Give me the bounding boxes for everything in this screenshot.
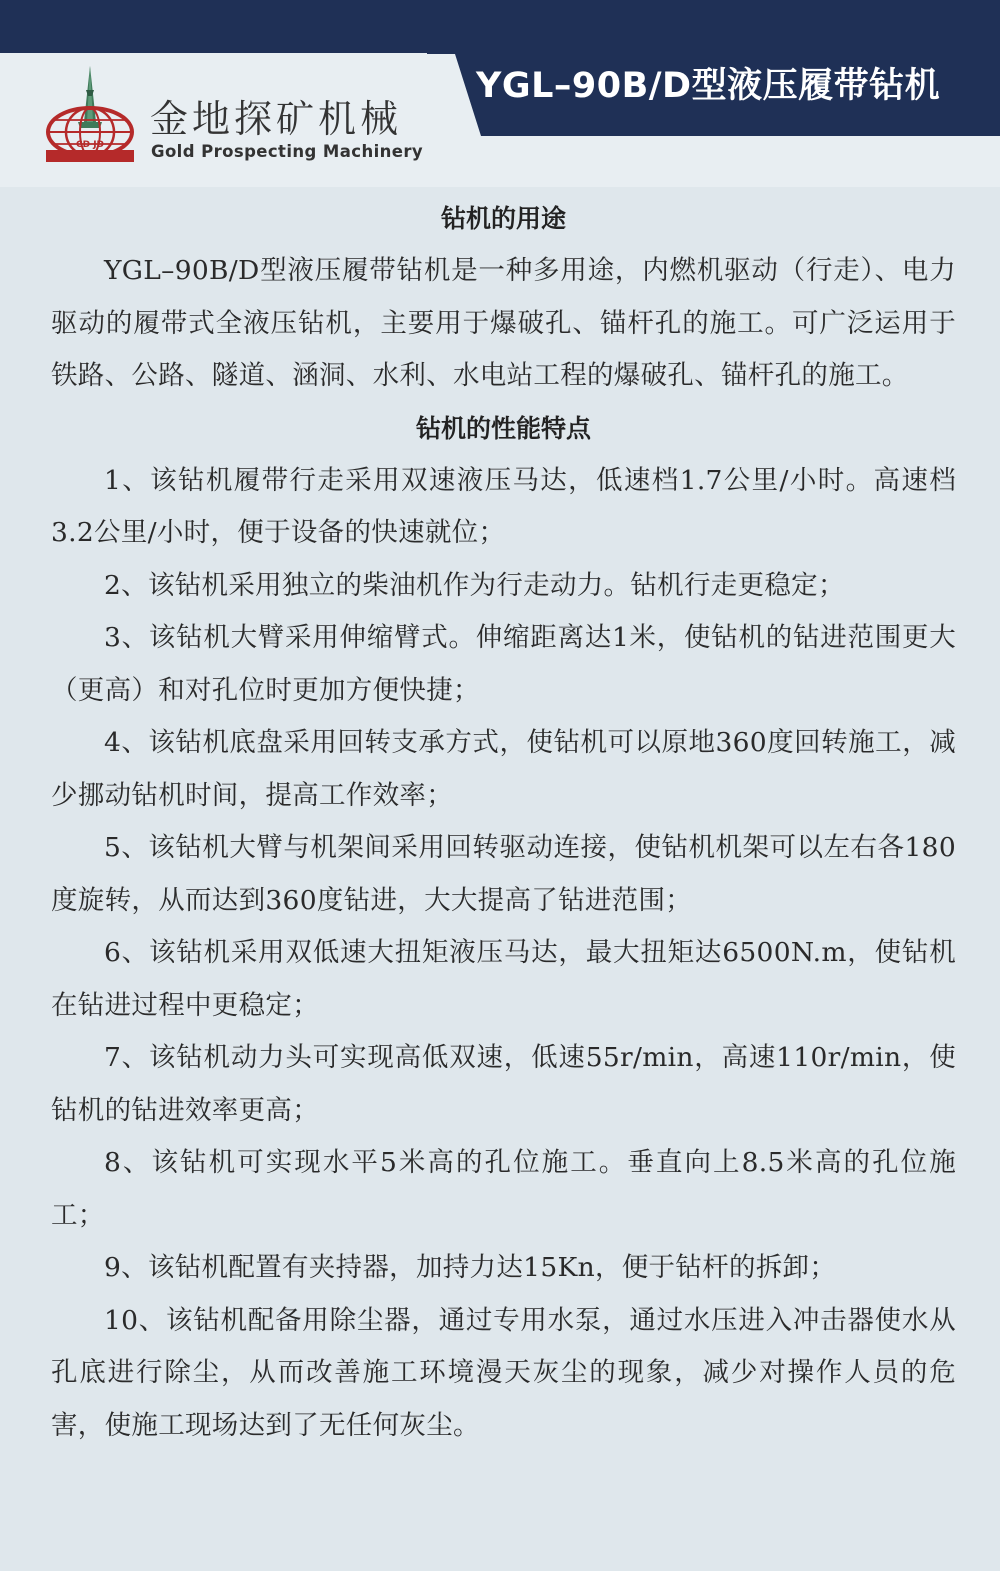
feature-item: 2、该钻机采用独立的柴油机作为行走动力。钻机行走更稳定； — [104, 569, 845, 601]
main-content — [51, 193, 956, 1452]
features-heading: 钻机的性能特点 — [415, 413, 591, 443]
usage-paragraph: YGL–90B/D型液压履带钻机是一种多用途，内燃机驱动（行走）、电力驱动的履带式全液压钻机，主要用于爆破孔、锚杆孔的施工。可广泛运用于铁路、公路、隧道、涵洞、水利、水电站工程的爆破孔、锚杆孔的施工。 — [51, 255, 956, 391]
feature-item: 9、该钻机配置有夹持器，加持力达15Kn，便于钻杆的拆卸； — [104, 1252, 837, 1283]
brand-name-chinese: 金地探矿机械 — [150, 97, 403, 141]
feature-item: 4、该钻机底盘采用回转支承方式，使钻机可以原地360度回转施工，减少挪动钻机时间，提高工作效率； — [51, 727, 956, 811]
brand-name-english: Gold Prospecting Machinery — [151, 142, 424, 161]
feature-item: 5、该钻机大臂与机架间采用回转驱动连接，使钻机机架可以左右各180度旋转，从而达到360度钻进，大大提高了钻进范围； — [51, 832, 956, 916]
logo-text: CD JD — [75, 140, 105, 150]
feature-item: 1、该钻机履带行走采用双速液压马达，低速档1.7公里/小时。高速档3.2公里/小时，便于设备的快速就位； — [51, 464, 956, 548]
product-title: YGL–90B/D型液压履带钻机 — [476, 66, 941, 106]
usage-heading: 钻机的用途 — [440, 204, 566, 233]
feature-item: 3、该钻机大臂采用伸缩臂式。伸缩距离达1米，使钻机的钻进范围更大（更高）和对孔位时更加方便快捷； — [51, 622, 956, 706]
page-header — [0, 0, 1000, 187]
company-logo — [40, 62, 140, 166]
feature-item: 7、该钻机动力头可实现高低双速，低速55r/min，高速110r/min，使钻机的钻进效率更高； — [51, 1042, 956, 1126]
feature-item: 8、该钻机可实现水平5米高的孔位施工。垂直向上8.5米高的孔位施工； — [51, 1147, 956, 1231]
feature-item: 10、该钻机配备用除尘器，通过专用水泵，通过水压进入冲击器使水从孔底进行除尘，从而改善施工环境漫天灰尘的现象，减少对操作人员的危害，使施工现场达到了无任何灰尘。 — [51, 1304, 956, 1441]
feature-item: 6、该钻机采用双低速大扭矩液压马达，最大扭矩达6500N.m，使钻机在钻进过程中更稳定； — [51, 937, 956, 1021]
